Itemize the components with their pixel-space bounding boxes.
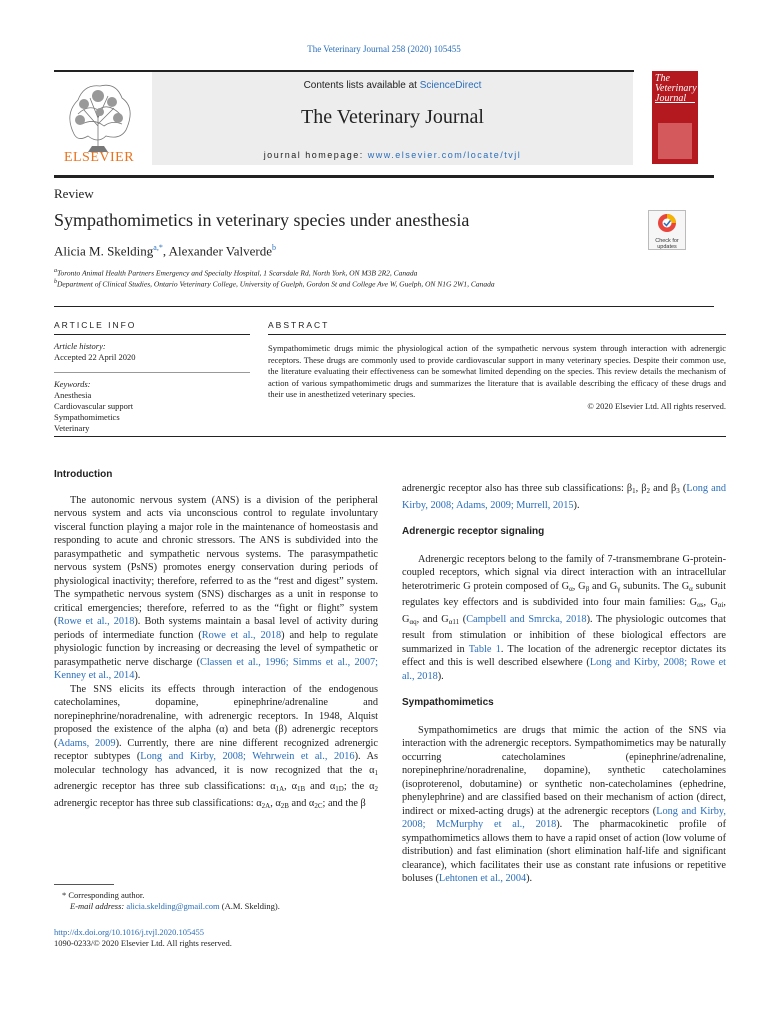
authors (54, 243, 276, 259)
text-run: ). Currently, there are nine different recognized adrenergic receptor subtypes ( (54, 737, 378, 762)
author-1: Alicia M. Skelding (54, 243, 154, 259)
cover-image (658, 123, 692, 159)
right-paragraph-0 (402, 482, 726, 512)
homepage-prefix: journal homepage: (263, 150, 368, 160)
subscript: γ (617, 584, 621, 593)
email-suffix: (A.M. Skelding). (219, 901, 280, 911)
author-2: , Alexander Valverde (162, 243, 272, 259)
footnote-marker: * (62, 890, 67, 900)
cover-rule (655, 102, 695, 103)
abstract-bottom-rule (54, 436, 726, 437)
affiliation-b-text: Department of Clinical Studies, Ontario Veterinary College, University of Guelph, Gordon St and College Ave W, Guelph, ON N1G 2W1, Canada (57, 279, 495, 289)
article-title: Sympathomimetics in veterinary species under anesthesia (54, 210, 470, 230)
affiliation-rule (54, 306, 714, 307)
article-type: Review (54, 186, 94, 201)
text-run: ). (526, 873, 533, 884)
citation-link[interactable]: Long and Kirby, 2008; Wehrwein et al., 2016 (140, 751, 355, 762)
email-link[interactable]: alicia.skelding@gmail.com (126, 901, 220, 911)
affiliation-a-text: Toronto Animal Health Partners Emergency and Specialty Hospital, 1 Scarsdale Rd, North York, ON M3B 2R2, Canada (57, 268, 418, 278)
citation-link[interactable]: Lehtonen et al., 2004 (438, 873, 527, 884)
abstract-body: Sympathomimetic drugs mimic the physiological action of the sympathetic nervous system through interaction with adrenergic receptors. These drugs are commonly used to provide cardiovascular support in many veterinary species. Despite their common use, the literature evaluating their effectiveness can be somewhat limited depending on the species. This review details the mechanism of action of various sympathomimetic drugs and summarizes the literature that is available describing the efficacy of these drugs and their use in anesthetized veterinary species. (268, 343, 726, 400)
text-run: , α (284, 781, 298, 792)
issn-line: 1090-0233/© 2020 Elsevier Ltd. All rights reserved. (54, 938, 232, 948)
introduction-heading: Introduction (54, 469, 113, 480)
sympathomimetics-paragraph (402, 724, 726, 886)
footnote-rule (54, 884, 114, 885)
article-info-heading: ARTICLE INFO (54, 320, 137, 330)
text-run: ( (679, 483, 687, 494)
email-label: E-mail address: (70, 901, 127, 911)
citation-link[interactable]: Long and Kirby, 2008; Rowe et al., 2018 (402, 657, 726, 682)
text-run: adrenergic receptor has three sub classifications: α (54, 797, 262, 809)
keyword-item: Cardiovascular support (54, 401, 134, 411)
subscript: αs (697, 601, 704, 609)
check-updates-label: Check for updates (655, 238, 679, 250)
header-bottom-rule (54, 175, 714, 178)
abstract-copyright: © 2020 Elsevier Ltd. All rights reserved. (587, 400, 726, 411)
article-info-rule (54, 334, 250, 335)
homepage-line (152, 150, 633, 160)
journal-cover[interactable] (652, 71, 698, 164)
text-run: and β (650, 483, 677, 494)
contents-prefix: Contents lists available at (303, 80, 420, 91)
accepted-date: Accepted 22 April 2020 (54, 352, 136, 362)
signaling-paragraph (402, 553, 726, 684)
subscript: α (569, 584, 573, 593)
adrenergic-signaling-heading: Adrenergic receptor signaling (402, 526, 545, 537)
keywords-label: Keywords: (54, 379, 91, 389)
subscript: 2C (314, 801, 323, 810)
text-run: . The location of the adrenergic receptor dictates its effect and this is well described elsewhere ( (402, 643, 727, 668)
text-run: ). (437, 670, 444, 682)
article-history (54, 341, 250, 363)
subscript: α11 (448, 617, 460, 626)
text-run: and α (288, 797, 315, 809)
text-run: and α (305, 781, 336, 792)
subscript: αq (409, 617, 417, 626)
contents-line (152, 80, 633, 91)
text-run: and G (589, 580, 618, 592)
homepage-link[interactable]: www.elsevier.com/locate/tvjl (367, 150, 522, 160)
journal-reference[interactable]: The Veterinary Journal 258 (2020) 105455 (307, 44, 461, 54)
text-run: subunit regulates key effectors and is subdivided into four main families: G (402, 580, 727, 608)
subscript: 1 (374, 768, 378, 777)
abstract-rule (268, 334, 726, 335)
email-note (62, 901, 378, 912)
citation-link[interactable]: Adams, 2009 (57, 737, 116, 749)
left-column (54, 468, 378, 813)
text-run: ). Both systems maintain a basal level of activity during periods of intermediate function ( (54, 616, 378, 641)
citation-link[interactable]: Rowe et al., 2018 (57, 616, 135, 627)
subscript: 1D (335, 785, 344, 793)
elsevier-logo[interactable] (54, 74, 144, 164)
text-run: ). As molecular technology has advanced, it is now recognized that the α (54, 751, 379, 776)
text-run: The SNS elicits its effects through interaction of the endogenous catecholamines, dopamine, epinephrine/adrenaline and norepinephrine/noradrenaline, with adrenergic receptors. In 1948, Alquist proposed the existence of the alpha (α) and beta (β) adrenergic receptors ( (54, 683, 378, 749)
text-run: ; the α (343, 781, 375, 792)
text-run: ( (459, 613, 467, 625)
intro-paragraph-1 (54, 494, 378, 683)
sympathomimetics-heading: Sympathomimetics (402, 697, 494, 708)
affiliation-b (54, 279, 495, 289)
intro-paragraph-2 (54, 683, 378, 814)
subscript: α (689, 584, 693, 593)
text-run: adrenergic receptor also has three sub classifications: β (402, 483, 633, 494)
text-run: ) and help to regulate physiologic function by increasing or decreasing the level of sympathetic or parasympathetic nerve discharge ( (54, 629, 378, 668)
keyword-item: Anesthesia (54, 390, 92, 400)
cover-title: The Veterinary Journal (655, 73, 697, 104)
citation-link[interactable]: Classen et al., 1996; Simms et al., 2007; Kenney et al., 2014 (54, 656, 378, 681)
text-run: adrenergic receptor has three sub classifications: α (54, 781, 276, 792)
publisher-name: ELSEVIER (63, 150, 135, 165)
check-updates-icon (649, 211, 685, 233)
text-run: , β (635, 483, 647, 494)
author-1-affiliation[interactable]: a,* (153, 243, 163, 252)
keyword-item: Veterinary (54, 423, 90, 433)
citation-link[interactable]: Long and Kirby, 2008; McMurphy et al., 2018 (402, 805, 726, 830)
subscript: β (585, 584, 590, 593)
text-run: Adrenergic receptors belong to the family of 7-transmembrane G-protein-coupled receptors, which signal via direct interaction with an intracellular heterotrimeric G protein composed of G (402, 553, 726, 592)
text-run: ; and the β (322, 797, 366, 809)
text-run: subunits. The G (620, 580, 690, 592)
abstract-text (268, 343, 726, 413)
doi-link[interactable]: http://dx.doi.org/10.1016/j.tvjl.2020.105455 (54, 927, 205, 937)
text-run: , G (703, 597, 718, 608)
text-run: , G (572, 580, 586, 592)
citation-link[interactable]: Long and Kirby, 2008; Adams, 2009; Murrell, 2015 (402, 483, 726, 511)
table-link[interactable]: Table 1 (468, 643, 501, 655)
citation-link[interactable]: Campbell and Smrcka, 2018 (466, 613, 587, 625)
text-run: Sympathomimetics are drugs that mimic the action of the SNS via interaction with the adrenergic receptors. Sympathomimetics may be naturally occurring catecholamines (epinephrine/adrenaline, norepinephrine/noradrenaline, dopamine), synthetic catecholamines (isoproterenol, dobutamine) or synthetic non-catecholamines (ephedrine, phenylephrine) and are classified based on their mechanism of action (direct, indirect or mixed-acting drugs) at the adrenergic receptors ( (402, 724, 726, 817)
keywords-rule (54, 372, 250, 373)
footnotes (62, 890, 378, 912)
text-run: The autonomic nervous system (ANS) is a division of the peripheral nervous system and acts via unconscious control to regulate involuntary visceral function playing a major role in the maintenance of homeostasis and responding to acute and chronic stressors. The ANS is subdivided into the parasympathetic and sympathetic nervous systems. The parasympathetic nervous system (PsNS) promotes energy conservation during periods of physiological inactivity; therefore, referred to as the “rest and digest” system. The sympathetic nervous system (SNS) discharges as a unit in response to critical emergencies; therefore, referred to as the “fight or flight” system ( (54, 494, 378, 627)
text-run: ). The physiologic outcomes that result from stimulation or inhibition of these biological effectors are summarized in (402, 613, 726, 655)
affiliation-a (54, 268, 417, 278)
subscript: αi (717, 601, 724, 609)
corresponding-author-note (62, 890, 378, 901)
right-column (402, 482, 726, 886)
journal-name: The Veterinary Journal (301, 106, 484, 128)
keyword-item: Sympathomimetics (54, 412, 120, 422)
text-run: ). (573, 499, 580, 511)
subscript: 1A (275, 785, 285, 793)
text-run: , α (270, 797, 281, 809)
text-run: , and G (416, 613, 449, 625)
keywords-block (54, 379, 250, 434)
citation-link[interactable]: Rowe et al., 2018 (201, 629, 282, 641)
subscript: 2A (261, 801, 271, 810)
sciencedirect-link[interactable]: ScienceDirect (419, 80, 482, 91)
text-run: ). The pharmacokinetic profile of sympathomimetics allows them to have a rapid onset of action (low volume of distribution) and fast elimination (short elimination half-life and significant clearance), which facilitates their use as constant rate infusions or repetitive boluses ( (402, 819, 726, 884)
doi-block (54, 927, 378, 949)
abstract-heading: ABSTRACT (268, 320, 330, 330)
affiliation-a-label: a (54, 268, 57, 274)
text-run: , G (402, 597, 726, 625)
subscript: 3 (676, 487, 680, 495)
subscript: 1B (297, 785, 306, 793)
subscript: 2 (374, 785, 378, 793)
history-label: Article history: (54, 341, 106, 351)
text-run: ). (134, 670, 141, 681)
footnote-text: Corresponding author. (66, 890, 145, 900)
check-for-updates-button[interactable] (648, 210, 686, 250)
subscript: 2B (280, 801, 289, 810)
subscript: 1 (632, 487, 636, 495)
author-2-affiliation[interactable]: b (272, 243, 276, 252)
affiliation-b-label: b (54, 279, 57, 285)
subscript: 2 (646, 487, 651, 495)
